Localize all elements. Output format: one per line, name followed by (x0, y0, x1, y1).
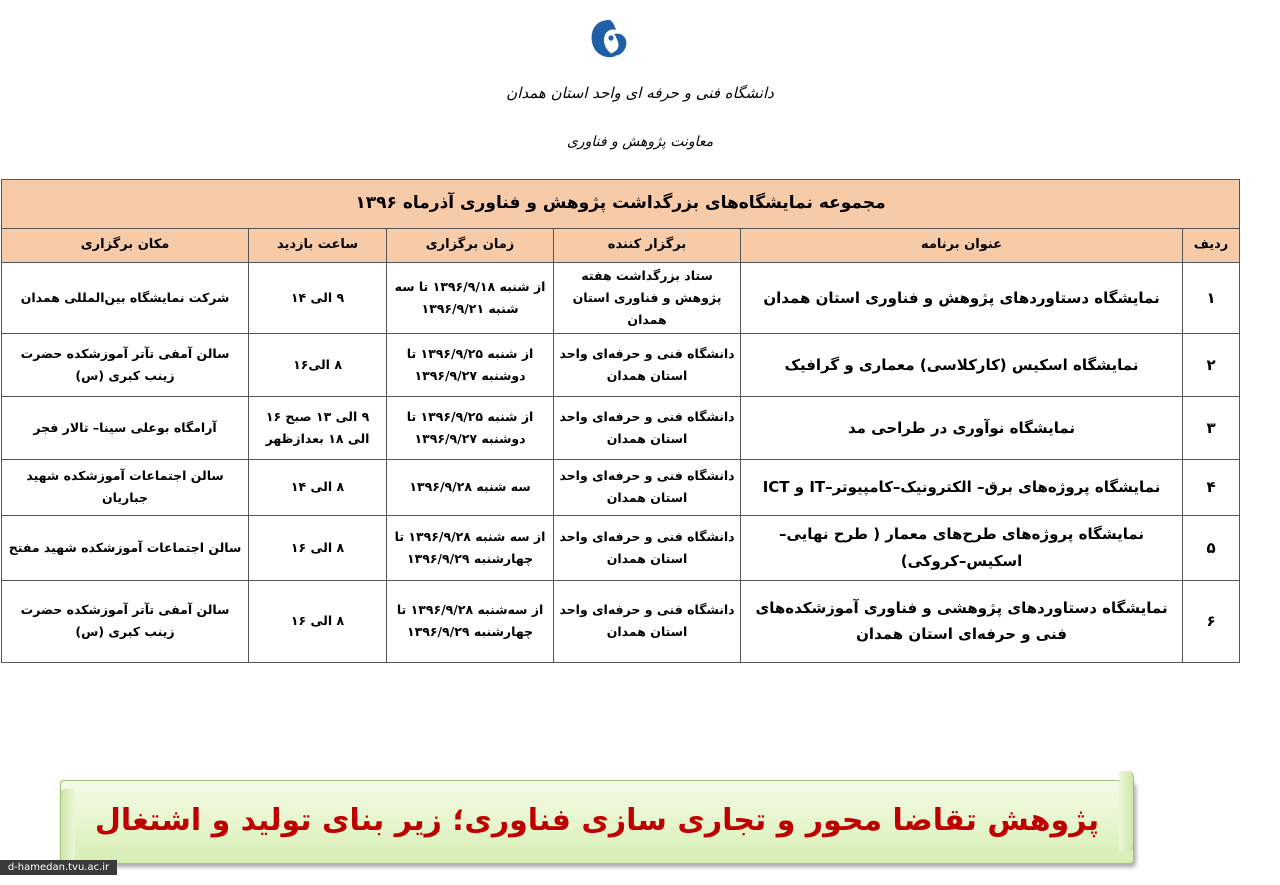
row-title: نمایشگاه اسکیس (کارکلاسی) معماری و گرافیک (741, 333, 1183, 396)
slogan-banner (60, 780, 1134, 864)
vice-presidency-name: معاونت پژوهش و فناوری (566, 134, 714, 150)
row-hours: ۸ الی ۱۶ (249, 580, 387, 662)
table-title: مجموعه نمایشگاه‌های بزرگداشت پژوهش و فناوری آذرماه ۱۳۹۶ (2, 180, 1240, 229)
row-index: ۱ (1183, 263, 1240, 334)
column-header-title: عنوان برنامه (741, 229, 1183, 263)
row-title: نمایشگاه پروژه‌های طرح‌های معمار ( طرح نهایی– اسکیس–کروکی) (741, 515, 1183, 580)
row-title: نمایشگاه دستاوردهای پژوهش و فناوری استان همدان (741, 263, 1183, 334)
row-date: از شنبه ۱۳۹۶/۹/۱۸ تا سه شنبه ۱۳۹۶/۹/۲۱ (387, 263, 554, 334)
document-header (0, 0, 1280, 170)
row-venue: سالن آمفی تآتر آموزشکده حضرت زینب کبری (س) (2, 580, 249, 662)
table-row (2, 333, 1240, 396)
row-organizer: دانشگاه فنی و حرفه‌ای واحد استان همدان (554, 580, 741, 662)
row-date: از سه‌شنبه ۱۳۹۶/۹/۲۸ تا چهارشنبه ۱۳۹۶/۹/۲۹ (387, 580, 554, 662)
exhibitions-table (1, 179, 1240, 663)
row-date: از شنبه ۱۳۹۶/۹/۲۵ تا دوشنبه ۱۳۹۶/۹/۲۷ (387, 396, 554, 459)
column-header-organizer: برگزار کننده (554, 229, 741, 263)
table-row (2, 263, 1240, 334)
row-title: نمایشگاه دستاوردهای پژوهشی و فناوری آموزشکده‌های فنی و حرفه‌ای استان همدان (741, 580, 1183, 662)
column-header-hours: ساعت بازدید (249, 229, 387, 263)
row-hours: ۸ الی ۱۶ (249, 515, 387, 580)
row-organizer: دانشگاه فنی و حرفه‌ای واحد استان همدان (554, 396, 741, 459)
row-title: نمایشگاه پروژه‌های برق– الکترونیک–کامپیوتر–IT و ICT (741, 459, 1183, 515)
row-date: سه شنبه ۱۳۹۶/۹/۲۸ (387, 459, 554, 515)
row-index: ۳ (1183, 396, 1240, 459)
column-header-venue: مکان برگزاری (2, 229, 249, 263)
row-organizer: ستاد بزرگداشت هفته پژوهش و فناوری استان همدان (554, 263, 741, 334)
row-date: از سه شنبه ۱۳۹۶/۹/۲۸ تا چهارشنبه ۱۳۹۶/۹/۲۹ (387, 515, 554, 580)
row-organizer: دانشگاه فنی و حرفه‌ای واحد استان همدان (554, 459, 741, 515)
table-row (2, 396, 1240, 459)
university-logo-icon (584, 14, 634, 68)
row-date: از شنبه ۱۳۹۶/۹/۲۵ تا دوشنبه ۱۳۹۶/۹/۲۷ (387, 333, 554, 396)
table-row (2, 515, 1240, 580)
row-index: ۴ (1183, 459, 1240, 515)
row-venue: سالن آمفی تآتر آموزشکده حضرت زینب کبری (س) (2, 333, 249, 396)
row-venue: آرامگاه بوعلی سینا– تالار فجر (2, 396, 249, 459)
website-watermark: d-hamedan.tvu.ac.ir (0, 860, 117, 875)
row-index: ۵ (1183, 515, 1240, 580)
table-title-row (2, 180, 1240, 229)
column-header-date: زمان برگزاری (387, 229, 554, 263)
slogan-text: پژوهش تقاضا محور و تجاری سازی فناوری؛ زیر بنای تولید و اشتغال (94, 803, 1100, 838)
table-header-row (2, 229, 1240, 263)
row-venue: سالن اجتماعات آموزشکده شهید جباریان (2, 459, 249, 515)
row-organizer: دانشگاه فنی و حرفه‌ای واحد استان همدان (554, 515, 741, 580)
row-venue: سالن اجتماعات آموزشکده شهید مفتح (2, 515, 249, 580)
row-hours: ۹ الی ۱۳ صبح ۱۶ الی ۱۸ بعدازظهر (249, 396, 387, 459)
table-row (2, 459, 1240, 515)
row-hours: ۸ الی۱۶ (249, 333, 387, 396)
row-index: ۲ (1183, 333, 1240, 396)
row-index: ۶ (1183, 580, 1240, 662)
row-title: نمایشگاه نوآوری در طراحی مد (741, 396, 1183, 459)
row-hours: ۸ الی ۱۴ (249, 459, 387, 515)
row-venue: شرکت نمایشگاه بین‌المللی همدان (2, 263, 249, 334)
column-header-index: ردیف (1183, 229, 1240, 263)
row-organizer: دانشگاه فنی و حرفه‌ای واحد استان همدان (554, 333, 741, 396)
university-name: دانشگاه فنی و حرفه ای واحد استان همدان (506, 84, 774, 102)
row-hours: ۹ الی ۱۴ (249, 263, 387, 334)
table-row (2, 580, 1240, 662)
